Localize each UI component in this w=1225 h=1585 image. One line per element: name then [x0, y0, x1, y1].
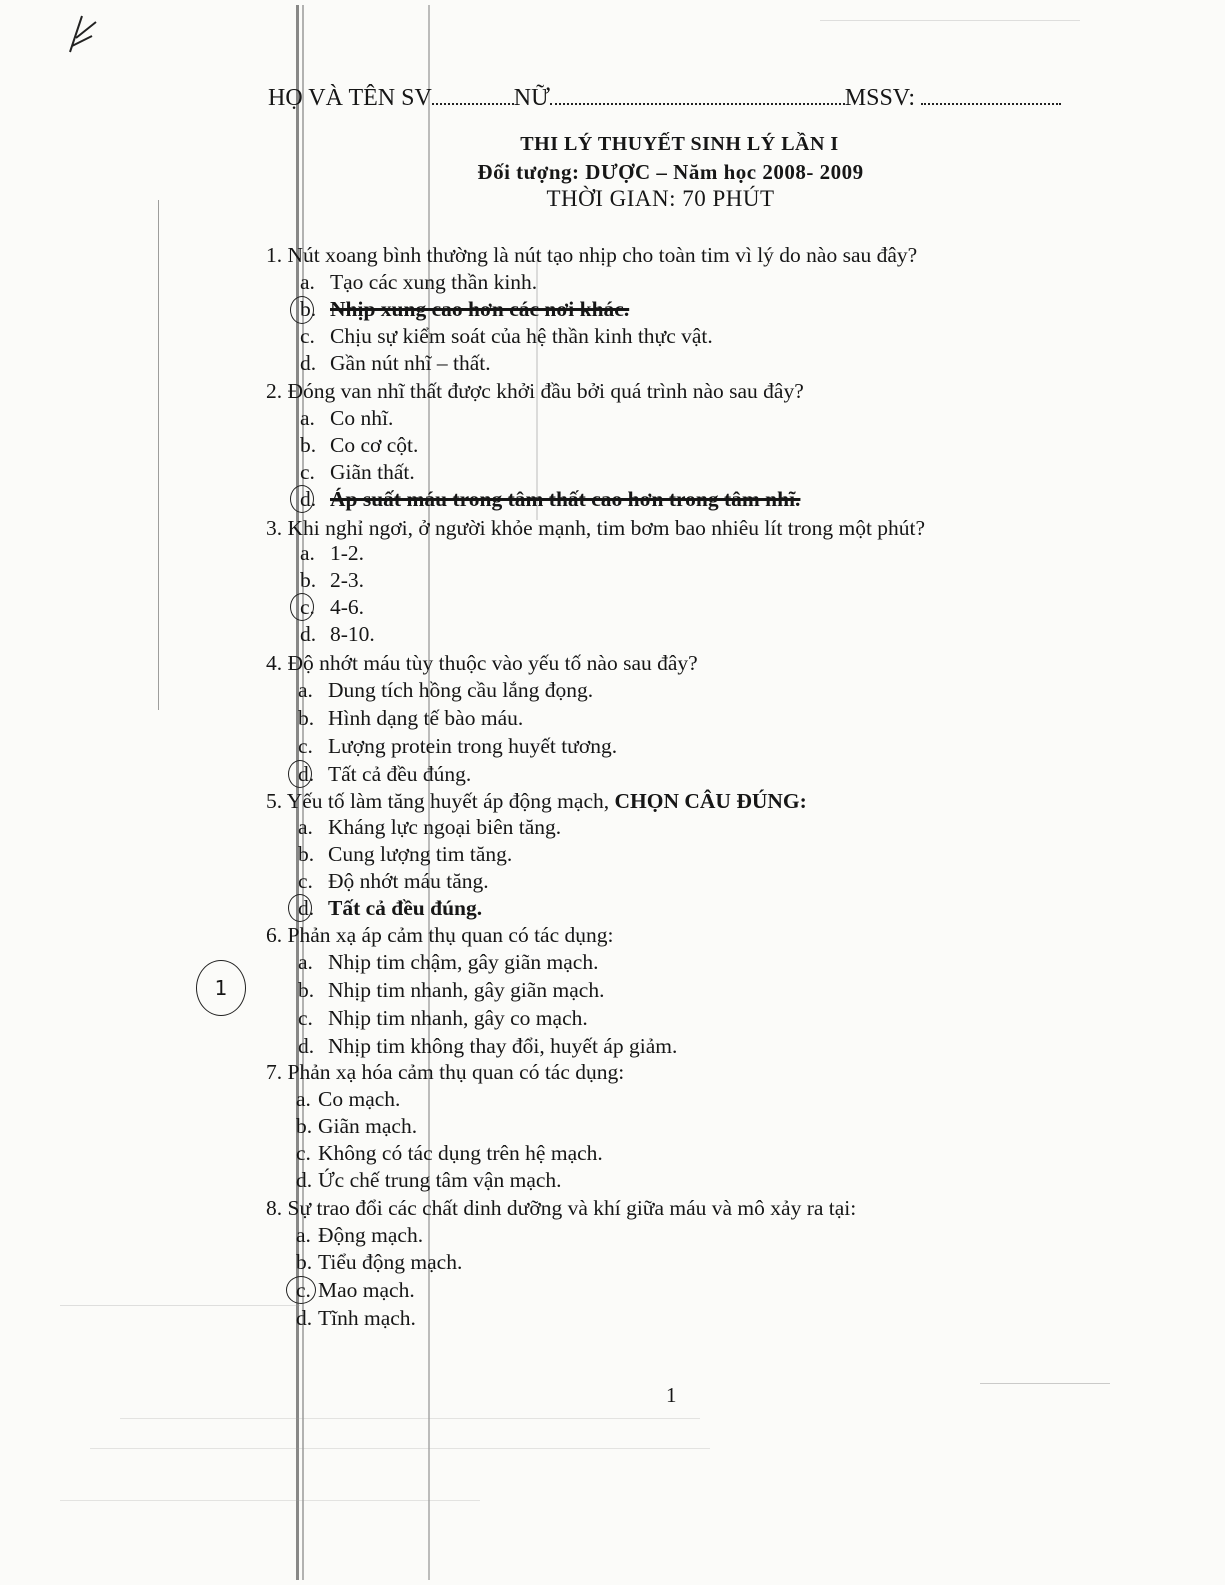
option-5d[interactable]: d. Tất cả đều đúng.: [298, 896, 483, 920]
question-8: 8. Sự trao đổi các chất dinh dưỡng và khí giữa máu và mô xảy ra tại:: [266, 1196, 857, 1220]
option-7d[interactable]: d. Ức chế trung tâm vận mạch.: [296, 1168, 562, 1192]
question-5: 5. Yếu tố làm tăng huyết áp động mạch, CHỌN CÂU ĐÚNG:: [266, 789, 807, 813]
answer-circle-3c: [290, 593, 314, 621]
option-8a[interactable]: a. Động mạch.: [296, 1223, 424, 1247]
option-6b[interactable]: b. Nhịp tim nhanh, gây giãn mạch.: [298, 978, 605, 1002]
question-2: 2. Đóng van nhĩ thất được khởi đầu bởi quá trình nào sau đây?: [266, 379, 804, 403]
option-7a[interactable]: a. Co mạch.: [296, 1087, 401, 1111]
option-6c[interactable]: c. Nhịp tim nhanh, gây co mạch.: [298, 1006, 588, 1030]
student-info-line: [268, 85, 1078, 112]
exam-subject-line: Đối tượng: DƯỢC – Năm học 2008- 2009: [477, 160, 864, 184]
option-5a[interactable]: a. Kháng lực ngoại biên tăng.: [298, 815, 562, 839]
option-8d[interactable]: d. Tĩnh mạch.: [296, 1306, 416, 1330]
student-name-field[interactable]: [432, 85, 514, 105]
option-6d[interactable]: d. Nhịp tim không thay đổi, huyết áp giảm.: [298, 1034, 678, 1058]
exam-duration: THỜI GIAN: 70 PHÚT: [546, 186, 775, 211]
option-5b[interactable]: b. Cung lượng tim tăng.: [298, 842, 513, 866]
scan-noise: [90, 1448, 710, 1449]
answer-circle-2d: [290, 485, 314, 513]
option-4d[interactable]: d. Tất cả đều đúng.: [298, 762, 472, 786]
scan-noise: [980, 1383, 1110, 1384]
option-8b[interactable]: b. Tiểu động mạch.: [296, 1250, 463, 1274]
option-2c[interactable]: c. Giãn thất.: [300, 460, 415, 484]
question-1: 1. Nút xoang bình thường là nút tạo nhịp cho toàn tim vì lý do nào sau đây?: [266, 243, 918, 267]
scan-noise: [60, 1500, 480, 1501]
answer-circle-5d: [288, 894, 312, 922]
option-3b[interactable]: b. 2-3.: [300, 568, 365, 592]
scan-streak: [158, 200, 159, 710]
option-1a[interactable]: a. Tạo các xung thần kinh.: [300, 270, 538, 294]
option-1b[interactable]: b. Nhịp xung cao hơn các nơi khác.: [300, 297, 630, 321]
answer-circle-4d: [288, 760, 312, 788]
student-id-field[interactable]: [921, 85, 1061, 105]
question-7: 7. Phản xạ hóa cảm thụ quan có tác dụng:: [266, 1060, 625, 1084]
student-id-label: MSSV:: [844, 85, 916, 111]
option-5c[interactable]: c. Độ nhớt máu tăng.: [298, 869, 489, 893]
option-6a[interactable]: a. Nhịp tim chậm, gây giãn mạch.: [298, 950, 599, 974]
page-number: 1: [666, 1383, 677, 1407]
gender-label: NỮ: [513, 85, 550, 111]
answer-circle-8c: [286, 1276, 316, 1304]
option-8c[interactable]: c. Mao mạch.: [296, 1278, 415, 1302]
option-1d[interactable]: d. Gần nút nhĩ – thất.: [300, 351, 491, 375]
student-name-label: HỌ VÀ TÊN SV: [268, 85, 432, 111]
question-5-emphasis: CHỌN CÂU ĐÚNG:: [614, 789, 807, 813]
option-3c[interactable]: c. 4-6.: [300, 595, 365, 619]
scan-noise: [120, 1418, 700, 1419]
option-3a[interactable]: a. 1-2.: [300, 541, 365, 565]
question-3: 3. Khi nghỉ ngơi, ở người khỏe mạnh, tim bơm bao nhiêu lít trong một phút?: [266, 516, 926, 540]
answer-circle-1b: [290, 296, 314, 324]
scan-noise: [820, 20, 1080, 21]
question-6: 6. Phản xạ áp cảm thụ quan có tác dụng:: [266, 923, 614, 947]
option-1c[interactable]: c. Chịu sự kiểm soát của hệ thần kinh thực vật.: [300, 324, 713, 348]
option-4c[interactable]: c. Lượng protein trong huyết tương.: [298, 734, 618, 758]
scan-noise: [60, 1305, 300, 1306]
option-4b[interactable]: b. Hình dạng tế bào máu.: [298, 706, 524, 730]
option-3d[interactable]: d. 8-10.: [300, 622, 375, 646]
option-2a[interactable]: a. Co nhĩ.: [300, 406, 394, 430]
option-7c[interactable]: c. Không có tác dụng trên hệ mạch.: [296, 1141, 603, 1165]
option-4a[interactable]: a. Dung tích hồng cầu lắng đọng.: [298, 678, 594, 702]
option-2d[interactable]: d. Áp suất máu trong tâm thất cao hơn trong tâm nhĩ.: [300, 487, 801, 511]
option-2b[interactable]: b. Co cơ cột.: [300, 433, 419, 457]
margin-note-circle: 1: [196, 960, 246, 1016]
option-7b[interactable]: b. Giãn mạch.: [296, 1114, 418, 1138]
question-4: 4. Độ nhớt máu tùy thuộc vào yếu tố nào sau đây?: [266, 651, 698, 675]
gender-field[interactable]: [550, 85, 845, 105]
corner-scribble: [62, 8, 112, 58]
exam-title: THI LÝ THUYẾT SINH LÝ LẦN I: [520, 133, 839, 155]
